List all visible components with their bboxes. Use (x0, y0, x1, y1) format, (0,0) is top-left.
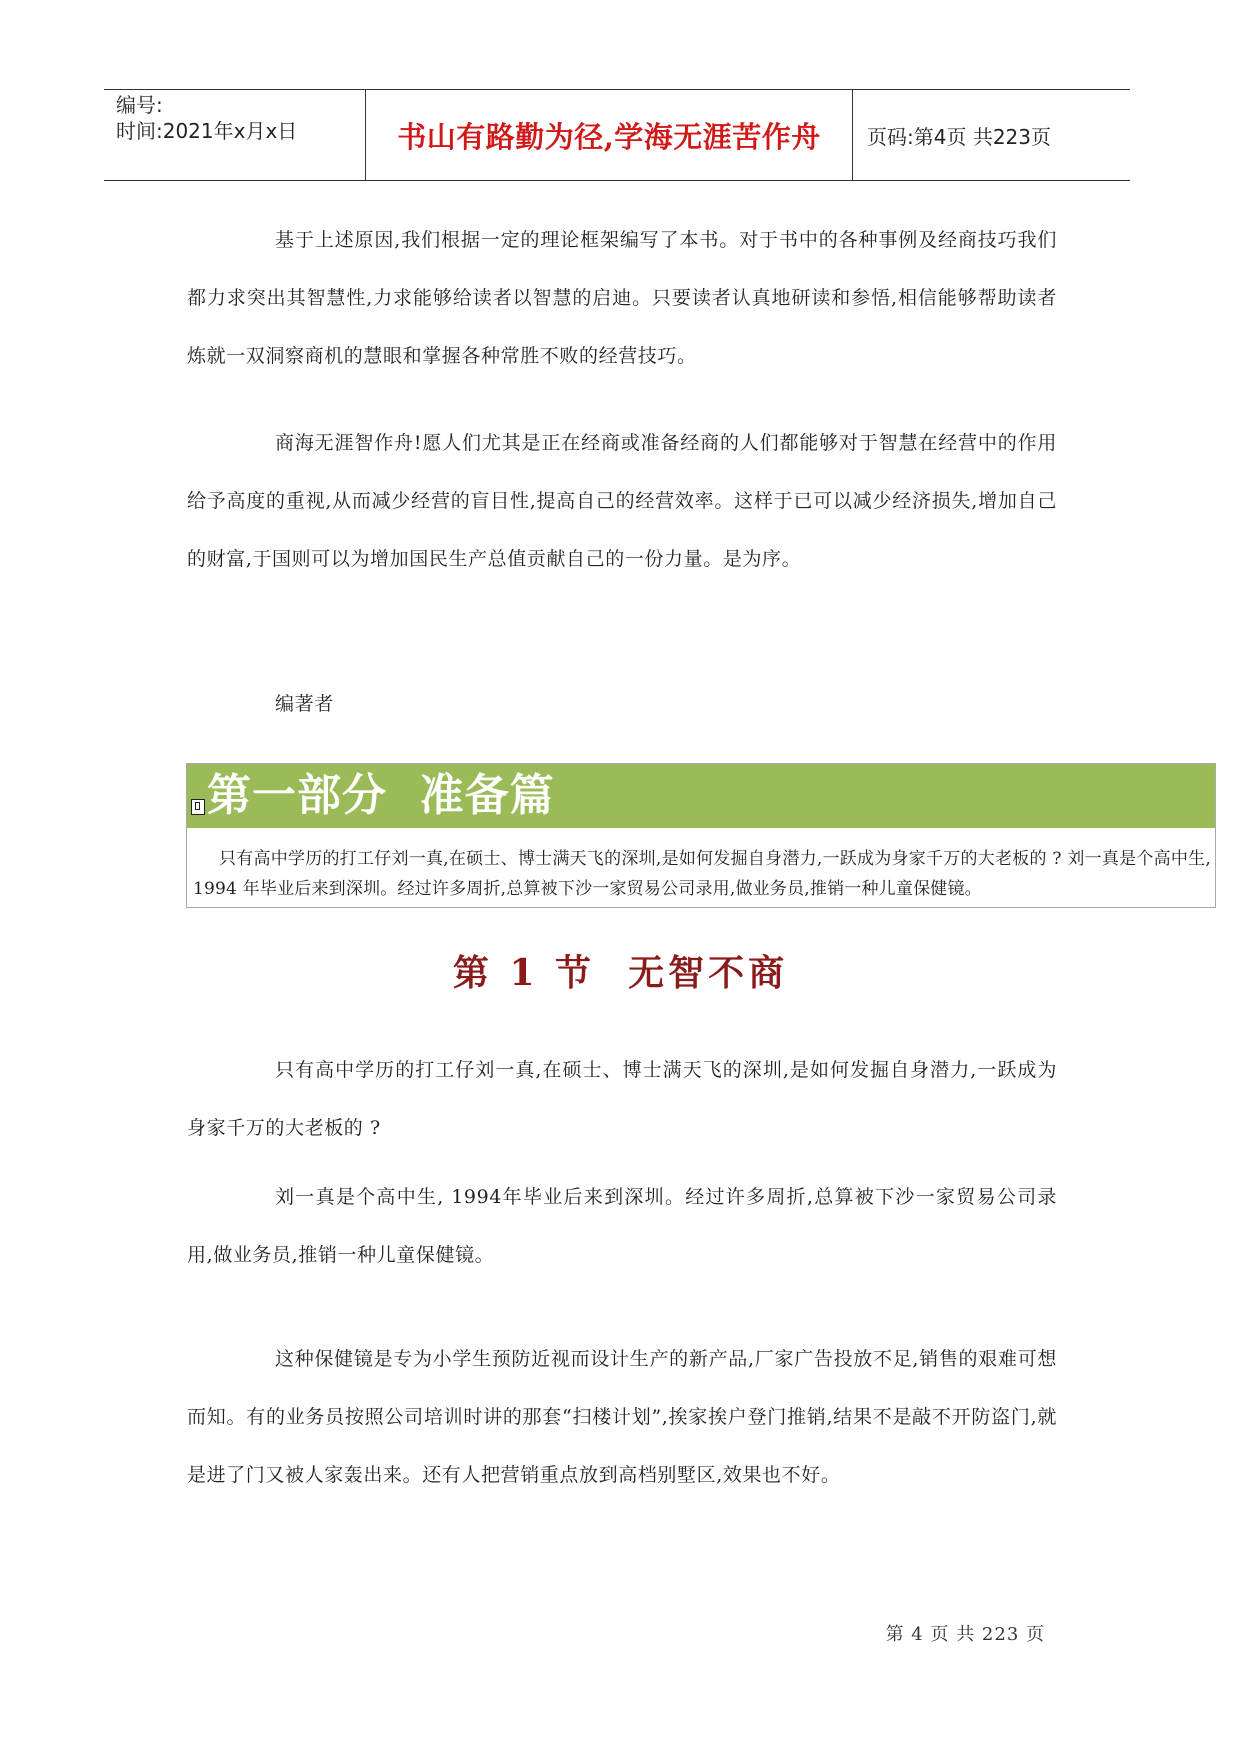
header-meta (104, 90, 366, 180)
page-footer: 第 4 页 共 223 页 (885, 1624, 1045, 1645)
preface-signature: 编著者 (275, 693, 334, 715)
part-banner (187, 764, 1215, 828)
serial-label: 编号: (116, 93, 163, 117)
section-paragraph-2: 刘一真是个高中生, 1994年毕业后来到深圳。经过许多周折,总算被下沙一家贸易公司录用,做业务员,推销一种儿童保健镜。 (187, 1186, 1057, 1266)
preface-paragraph-2: 商海无涯智作舟!愿人们尤其是正在经商或准备经商的人们都能够对于智慧在经营中的作用给予高度的重视,从而减少经营的盲目性,提高自己的经营效率。这样于已可以减少经济损失,增加自己的财富,于国则可以为增加国民生产总值贡献自己的一份力量。是为序。 (187, 432, 1057, 570)
section-paragraph-1: 只有高中学历的打工仔刘一真,在硕士、博士满天飞的深圳,是如何发掘自身潜力,一跃成为身家千万的大老板的 ? (187, 1059, 1057, 1139)
part-summary: 只有高中学历的打工仔刘一真,在硕士、博士满天飞的深圳,是如何发掘自身潜力,一跃成为身家千万的大老板的 ? 刘一真是个高中生, 1994 年毕业后来到深圳。经过许多周折,总算被下沙一家贸易公司录用,做业务员,推销一种儿童保健镜。 (193, 849, 1211, 899)
page-header (104, 89, 1130, 181)
section-paragraph-3: 这种保健镜是专为小学生预防近视而设计生产的新产品,厂家广告投放不足,销售的艰难可想而知。有的业务员按照公司培训时讲的那套“扫楼计划”,挨家挨户登门推销,结果不是敲不开防盗门,就是进了门又被人家轰出来。还有人把营销重点放到高档别墅区,效果也不好。 (187, 1348, 1057, 1486)
header-page-label: 页码:第4页 共223页 (867, 124, 1051, 149)
part-title: 第一部分 准备篇 (207, 770, 555, 821)
time-label: 时间:2021年x月x日 (116, 119, 298, 143)
preface-paragraph-1: 基于上述原因,我们根据一定的理论框架编写了本书。对于书中的各种事例及经商技巧我们都力求突出其智慧性,力求能够给读者以智慧的启迪。只要读者认真地研读和参悟,相信能够帮助读者炼就一双洞察商机的慧眼和掌握各种常胜不败的经营技巧。 (187, 229, 1057, 367)
anchor-marker-icon (191, 799, 205, 815)
header-motto: 书山有路勤为径,学海无涯苦作舟 (366, 90, 853, 180)
section-title: 第 1 节 无智不商 (452, 952, 789, 994)
part-heading-box (186, 763, 1216, 908)
